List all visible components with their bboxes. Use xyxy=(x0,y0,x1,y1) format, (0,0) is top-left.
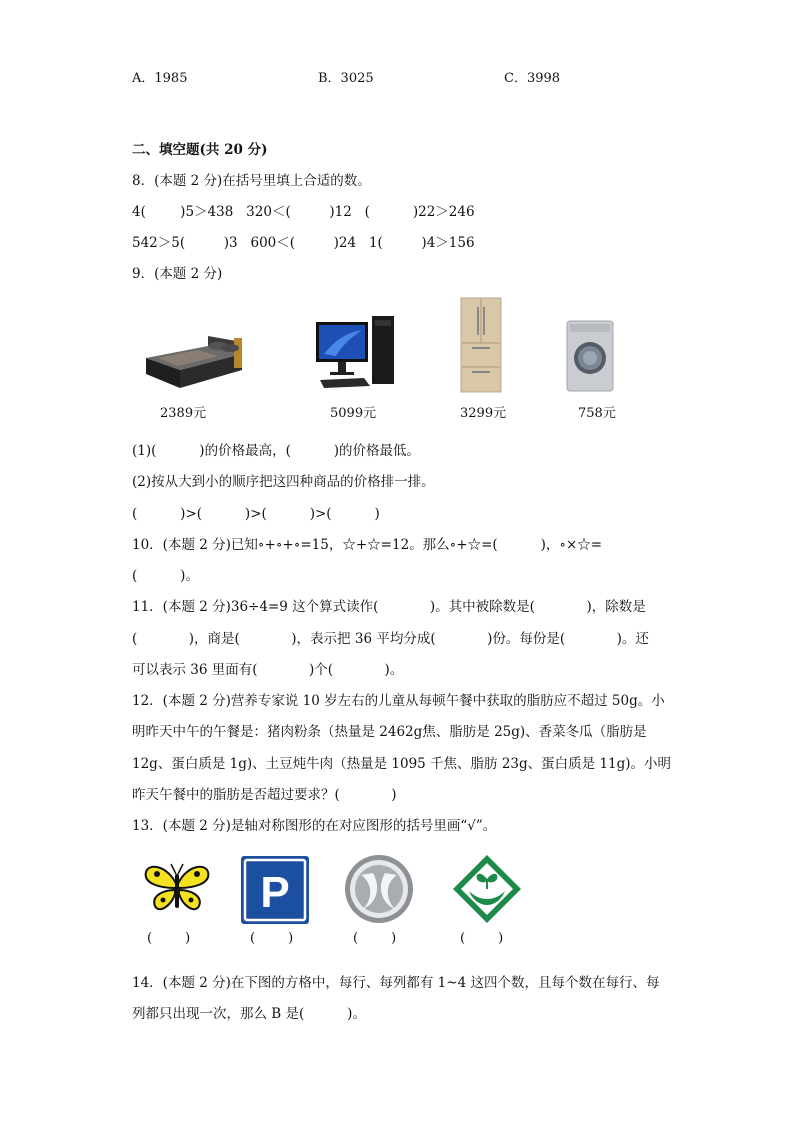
answer-paren-3: ( ) xyxy=(353,931,397,946)
refrigerator-image xyxy=(460,297,502,393)
answer-paren-1: ( ) xyxy=(147,931,191,946)
car-emblem-image xyxy=(343,853,415,925)
q9-order: ( )>( )>( )>( ) xyxy=(132,506,380,522)
q14-line2: 列都只出现一次，那么 B 是( )。 xyxy=(132,1006,366,1022)
q10-line2: ( )。 xyxy=(132,568,199,584)
washing-machine-price: 758元 xyxy=(578,406,616,421)
bed-price: 2389元 xyxy=(160,406,207,421)
parking-sign-image xyxy=(240,855,310,925)
option-c: C．3998 xyxy=(504,71,561,86)
q14-line1: 14．(本题 2 分)在下图的方格中，每行、每列都有 1~4 这四个数，且每个数在每行、每 xyxy=(132,975,660,991)
q11-line1: 11．(本题 2 分)36÷4=9 这个算式读作( )。其中被除数是( )，除数是 xyxy=(132,599,646,615)
computer-price: 5099元 xyxy=(330,406,377,421)
refrigerator-price: 3299元 xyxy=(460,406,507,421)
q8-row2: 542＞5( )3 600＜( )24 1( )4＞156 xyxy=(132,235,475,251)
option-a: A．1985 xyxy=(132,71,188,86)
q12-line2: 明昨天中午的午餐是：猪肉粉条（热量是 2462g焦、脂肪是 25g)、香菜冬瓜（脂肪是 xyxy=(132,724,647,740)
q9-stem: 9．(本题 2 分) xyxy=(132,266,223,282)
q12-line1: 12．(本题 2 分)营养专家说 10 岁左右的儿童从每顿午餐中获取的脂肪应不超过 50g。小 xyxy=(132,693,665,709)
q8-stem: 8．(本题 2 分)在括号里填上合适的数。 xyxy=(132,173,371,189)
q11-line3: 可以表示 36 里面有( )个( )。 xyxy=(132,662,404,678)
q9-sub1: (1)( )的价格最高，( )的价格最低。 xyxy=(132,443,421,459)
answer-paren-4: ( ) xyxy=(460,931,504,946)
butterfly-image xyxy=(143,862,211,914)
q12-line3: 12g、蛋白质是 1g)、土豆炖牛肉（热量是 1095 千焦、脂肪 23g、蛋白质是 11g)。小明 xyxy=(132,756,672,772)
washing-machine-image xyxy=(566,320,614,392)
q8-row1: 4( )5＞438 320＜( )12 ( )22＞246 xyxy=(132,204,475,220)
q11-line2: ( )，商是( )，表示把 36 平均分成( )份。每份是( )。还 xyxy=(132,631,649,647)
q9-sub2: (2)按从大到小的顺序把这四种商品的价格排一排。 xyxy=(132,474,435,490)
q12-line4: 昨天午餐中的脂肪是否超过要求？( ) xyxy=(132,787,397,803)
option-b: B．3025 xyxy=(318,71,374,86)
section-title: 二、填空题(共 20 分) xyxy=(132,142,268,158)
q10-line1: 10．(本题 2 分)已知∘+∘+∘=15，☆+☆=12。那么∘+☆=( )，∘×☆= xyxy=(132,537,603,553)
parking-letter: P xyxy=(260,868,290,917)
answer-paren-2: ( ) xyxy=(250,931,294,946)
green-logo-image xyxy=(451,853,523,925)
bed-image xyxy=(138,330,248,390)
computer-image xyxy=(314,314,398,392)
q13-stem: 13．(本题 2 分)是轴对称图形的在对应图形的括号里画“√”。 xyxy=(132,818,497,834)
